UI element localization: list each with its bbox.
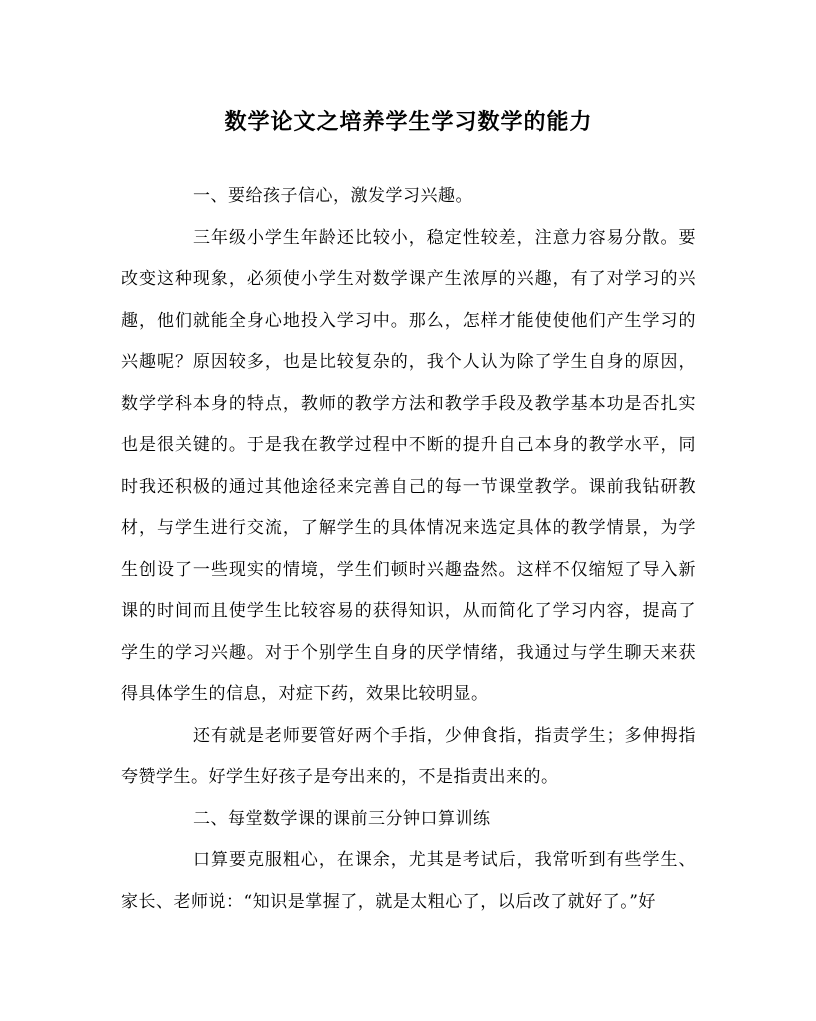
body-paragraph-2: 还有就是老师要管好两个手指，少伸食指，指责学生；多伸拇指夸赞学生。好学生好孩子是夸出来的，不是指责出来的。 bbox=[121, 725, 696, 787]
document-body bbox=[121, 176, 696, 923]
body-paragraph-3: 口算要克服粗心，在课余，尤其是考试后，我常听到有些学生、家长、老师说：“知识是掌握了，就是太粗心了，以后改了就好了。”好 bbox=[121, 850, 696, 912]
section-heading-2: 二、每堂数学课的课前三分钟口算训练 bbox=[193, 808, 491, 829]
document-title: 数学论文之培养学生学习数学的能力 bbox=[224, 109, 593, 135]
section-heading-1: 一、要给孩子信心，激发学习兴趣。 bbox=[193, 186, 473, 206]
body-paragraph-1: 三年级小学生年龄还比较小，稳定性较差，注意力容易分散。要改变这种现象，必须使小学生对数学课产生浓厚的兴趣，有了对学习的兴趣，他们就能全身心地投入学习中。那么，怎样才能使使他们产生学习的兴趣呢？原因较多，也是比较复杂的，我个人认为除了学生自身的原因，数学学科本身的特点，教师的教学方法和教学手段及教学基本功是否扎实也是很关键的。于是我在教学过程中不断的提升自己本身的教学水平，同时我还积极的通过其他途径来完善自己的每一节课堂教学。课前我钻研教材，与学生进行交流，了解学生的具体情况来选定具体的教学情景，为学生创设了一些现实的情境，学生们顿时兴趣盎然。这样不仅缩短了导入新课的时间而且使学生比较容易的获得知识，从而简化了学习内容，提高了学生的学习兴趣。对于个别学生自身的厌学情绪，我通过与学生聊天来获得具体学生的信息，对症下药，效果比较明显。 bbox=[121, 227, 696, 704]
